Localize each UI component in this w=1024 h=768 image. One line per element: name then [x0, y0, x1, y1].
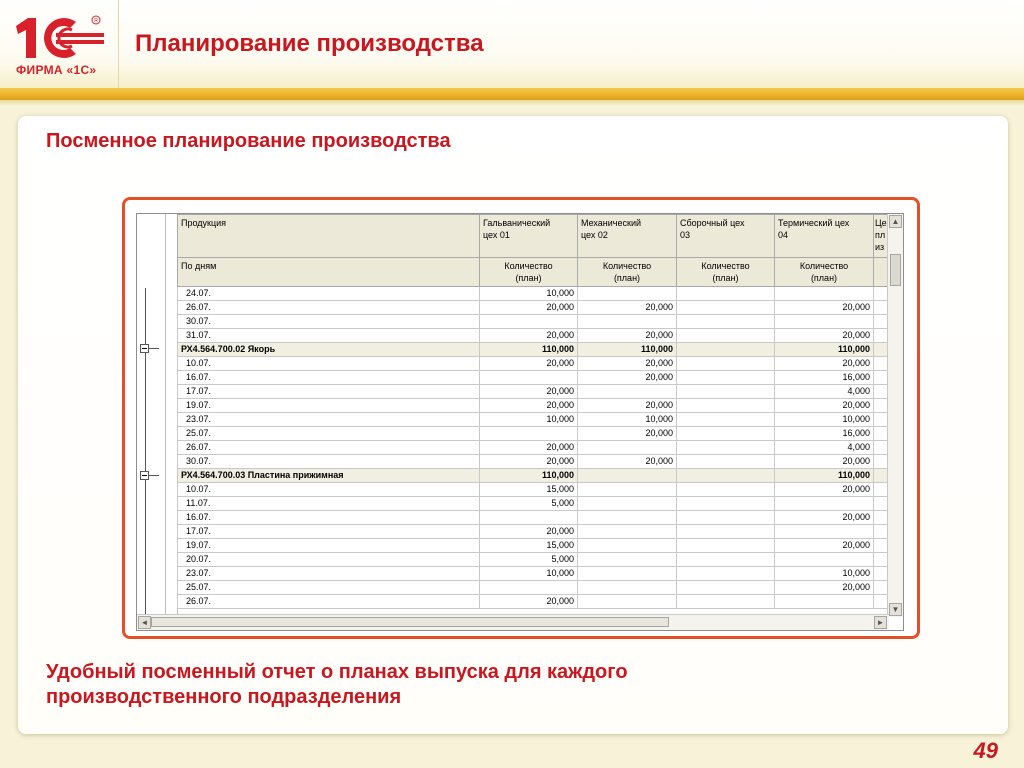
qty-assembly — [677, 427, 775, 441]
slide-caption — [46, 660, 628, 710]
product-group-row[interactable] — [178, 469, 890, 483]
row-label: 23.07. — [178, 567, 480, 581]
qty-mechanical: 10,000 — [578, 413, 677, 427]
qty-assembly — [677, 301, 775, 315]
row-label: 25.07. — [178, 427, 480, 441]
qty-mechanical: 20,000 — [578, 357, 677, 371]
day-row[interactable] — [178, 441, 890, 455]
tree-line — [145, 480, 146, 614]
qty-mechanical — [578, 553, 677, 567]
slide-subtitle: Посменное планирование производства — [46, 130, 451, 152]
day-row[interactable] — [178, 315, 890, 329]
day-row[interactable] — [178, 511, 890, 525]
qty-thermal: 20,000 — [775, 329, 874, 343]
gutter-divider — [165, 214, 166, 614]
day-row[interactable] — [178, 455, 890, 469]
qty-thermal — [775, 497, 874, 511]
qty-assembly — [677, 483, 775, 497]
qty-galvanic — [480, 371, 578, 385]
collapse-toggle-icon[interactable] — [140, 471, 149, 480]
day-row[interactable] — [178, 595, 890, 609]
header-row-departments — [178, 215, 890, 258]
qty-mechanical: 110,000 — [578, 343, 677, 357]
qty-thermal — [775, 595, 874, 609]
qty-galvanic: 20,000 — [480, 441, 578, 455]
qty-mechanical — [578, 287, 677, 301]
qty-galvanic — [480, 511, 578, 525]
qty-thermal: 110,000 — [775, 343, 874, 357]
header-row-measures — [178, 258, 890, 287]
day-row[interactable] — [178, 371, 890, 385]
qty-mechanical: 20,000 — [578, 455, 677, 469]
qty-thermal: 4,000 — [775, 441, 874, 455]
tree-line — [145, 288, 146, 344]
qty-thermal: 20,000 — [775, 399, 874, 413]
day-row[interactable] — [178, 553, 890, 567]
qty-thermal — [775, 553, 874, 567]
qty-galvanic — [480, 427, 578, 441]
row-label: 16.07. — [178, 371, 480, 385]
qty-mechanical — [578, 581, 677, 595]
qty-thermal: 16,000 — [775, 427, 874, 441]
vertical-scroll-thumb[interactable] — [890, 254, 901, 286]
qty-assembly — [677, 329, 775, 343]
row-label: 17.07. — [178, 385, 480, 399]
qty-mechanical — [578, 497, 677, 511]
qty-galvanic: 20,000 — [480, 357, 578, 371]
qty-assembly — [677, 455, 775, 469]
qty-thermal: 110,000 — [775, 469, 874, 483]
qty-plan-header: Количество (план) — [677, 258, 775, 287]
day-row[interactable] — [178, 399, 890, 413]
row-label: 30.07. — [178, 455, 480, 469]
qty-galvanic: 10,000 — [480, 287, 578, 301]
qty-assembly — [677, 539, 775, 553]
qty-thermal: 20,000 — [775, 581, 874, 595]
qty-mechanical: 20,000 — [578, 329, 677, 343]
day-row[interactable] — [178, 525, 890, 539]
day-row[interactable] — [178, 483, 890, 497]
collapse-toggle-icon[interactable] — [140, 344, 149, 353]
row-label: 23.07. — [178, 413, 480, 427]
row-label: 26.07. — [178, 301, 480, 315]
qty-mechanical — [578, 469, 677, 483]
vertical-scrollbar[interactable] — [887, 214, 903, 617]
qty-thermal: 20,000 — [775, 301, 874, 315]
row-label: РХ4.564.700.03 Пластина прижимная — [178, 469, 480, 483]
scroll-down-icon[interactable]: ▼ — [889, 603, 902, 616]
row-label: 24.07. — [178, 287, 480, 301]
row-label: 26.07. — [178, 595, 480, 609]
qty-galvanic: 20,000 — [480, 525, 578, 539]
qty-thermal: 20,000 — [775, 539, 874, 553]
tree-line — [145, 353, 146, 471]
qty-mechanical — [578, 595, 677, 609]
qty-mechanical — [578, 525, 677, 539]
day-row[interactable] — [178, 539, 890, 553]
col-assembly-header: Сборочный цех 03 — [677, 215, 775, 258]
scroll-left-icon[interactable]: ◄ — [138, 616, 151, 629]
qty-mechanical — [578, 539, 677, 553]
qty-assembly — [677, 315, 775, 329]
scroll-up-icon[interactable]: ▲ — [889, 215, 902, 228]
qty-assembly — [677, 343, 775, 357]
tree-connector — [149, 348, 159, 349]
qty-galvanic: 110,000 — [480, 469, 578, 483]
qty-assembly — [677, 371, 775, 385]
qty-galvanic: 110,000 — [480, 343, 578, 357]
qty-galvanic: 10,000 — [480, 567, 578, 581]
qty-plan-header: Количество (план) — [578, 258, 677, 287]
caption-line-1: Удобный посменный отчет о планах выпуска для каждого — [46, 661, 628, 683]
qty-thermal: 10,000 — [775, 413, 874, 427]
qty-assembly — [677, 399, 775, 413]
day-row[interactable] — [178, 357, 890, 371]
qty-mechanical — [578, 385, 677, 399]
1c-logo-icon — [12, 12, 108, 62]
qty-plan-header: Количество (план) — [775, 258, 874, 287]
day-row[interactable] — [178, 301, 890, 315]
day-row[interactable] — [178, 329, 890, 343]
header-title: Планирование производства — [135, 30, 484, 57]
qty-plan-header: Количество (план) — [480, 258, 578, 287]
day-row[interactable] — [178, 287, 890, 301]
qty-assembly — [677, 441, 775, 455]
horizontal-scrollbar[interactable] — [137, 614, 889, 630]
row-label: 10.07. — [178, 357, 480, 371]
qty-assembly — [677, 567, 775, 581]
col-thermal-header: Термический цех 04 — [775, 215, 874, 258]
row-label: 19.07. — [178, 399, 480, 413]
row-label: 31.07. — [178, 329, 480, 343]
report-window — [136, 213, 904, 631]
caption-line-2: производственного подразделения — [46, 686, 402, 708]
qty-thermal: 20,000 — [775, 483, 874, 497]
row-label: 20.07. — [178, 553, 480, 567]
qty-galvanic: 20,000 — [480, 595, 578, 609]
row-label: 25.07. — [178, 581, 480, 595]
qty-galvanic: 5,000 — [480, 553, 578, 567]
qty-mechanical — [578, 567, 677, 581]
qty-assembly — [677, 511, 775, 525]
company-logo — [0, 0, 119, 88]
day-row[interactable] — [178, 567, 890, 581]
col-mechanical-header: Механический цех 02 — [578, 215, 677, 258]
col-cut-header: Це пл из — [874, 215, 890, 258]
row-label: 16.07. — [178, 511, 480, 525]
day-row[interactable] — [178, 427, 890, 441]
qty-assembly — [677, 595, 775, 609]
header-accent-bar — [0, 88, 1024, 100]
qty-galvanic: 15,000 — [480, 539, 578, 553]
qty-galvanic: 20,000 — [480, 455, 578, 469]
qty-galvanic: 15,000 — [480, 483, 578, 497]
tree-gutter — [137, 214, 178, 614]
qty-galvanic: 20,000 — [480, 329, 578, 343]
qty-assembly — [677, 553, 775, 567]
row-label: РХ4.564.700.02 Якорь — [178, 343, 480, 357]
qty-thermal: 20,000 — [775, 511, 874, 525]
day-row[interactable] — [178, 581, 890, 595]
qty-mechanical — [578, 511, 677, 525]
qty-mechanical: 20,000 — [578, 427, 677, 441]
qty-thermal: 20,000 — [775, 357, 874, 371]
qty-thermal: 16,000 — [775, 371, 874, 385]
qty-galvanic: 5,000 — [480, 497, 578, 511]
scroll-right-icon[interactable]: ► — [874, 616, 887, 629]
qty-mechanical: 20,000 — [578, 399, 677, 413]
tree-connector — [149, 475, 159, 476]
qty-galvanic: 20,000 — [480, 385, 578, 399]
row-label: 30.07. — [178, 315, 480, 329]
qty-galvanic: 10,000 — [480, 413, 578, 427]
qty-assembly — [677, 525, 775, 539]
slide-header — [0, 0, 1024, 88]
qty-assembly — [677, 469, 775, 483]
day-row[interactable] — [178, 413, 890, 427]
qty-galvanic: 20,000 — [480, 399, 578, 413]
qty-thermal: 10,000 — [775, 567, 874, 581]
qty-assembly — [677, 581, 775, 595]
qty-assembly — [677, 413, 775, 427]
col-by-days-header: По дням — [178, 258, 480, 287]
qty-assembly — [677, 287, 775, 301]
qty-thermal: 20,000 — [775, 455, 874, 469]
svg-text:R: R — [94, 18, 98, 24]
qty-assembly — [677, 497, 775, 511]
qty-mechanical — [578, 441, 677, 455]
qty-galvanic — [480, 581, 578, 595]
qty-assembly — [677, 385, 775, 399]
header-bar-shadow — [0, 100, 1024, 106]
horizontal-scroll-thumb[interactable] — [151, 617, 669, 627]
qty-thermal — [775, 525, 874, 539]
qty-galvanic — [480, 315, 578, 329]
col-product-header: Продукция — [178, 215, 480, 258]
row-label: 19.07. — [178, 539, 480, 553]
qty-thermal — [775, 315, 874, 329]
qty-mechanical — [578, 483, 677, 497]
qty-assembly — [677, 357, 775, 371]
qty-galvanic: 20,000 — [480, 301, 578, 315]
qty-thermal: 4,000 — [775, 385, 874, 399]
col-galvanic-header: Гальванический цех 01 — [480, 215, 578, 258]
row-label: 26.07. — [178, 441, 480, 455]
row-label: 11.07. — [178, 497, 480, 511]
qty-mechanical — [578, 315, 677, 329]
row-label: 10.07. — [178, 483, 480, 497]
day-row[interactable] — [178, 385, 890, 399]
qty-mechanical: 20,000 — [578, 371, 677, 385]
product-group-row[interactable] — [178, 343, 890, 357]
qty-thermal — [775, 287, 874, 301]
report-table — [177, 214, 890, 609]
row-label: 17.07. — [178, 525, 480, 539]
logo-text: ФИРМА «1С» — [16, 63, 97, 77]
page-number: 49 — [973, 738, 998, 763]
day-row[interactable] — [178, 497, 890, 511]
qty-mechanical: 20,000 — [578, 301, 677, 315]
